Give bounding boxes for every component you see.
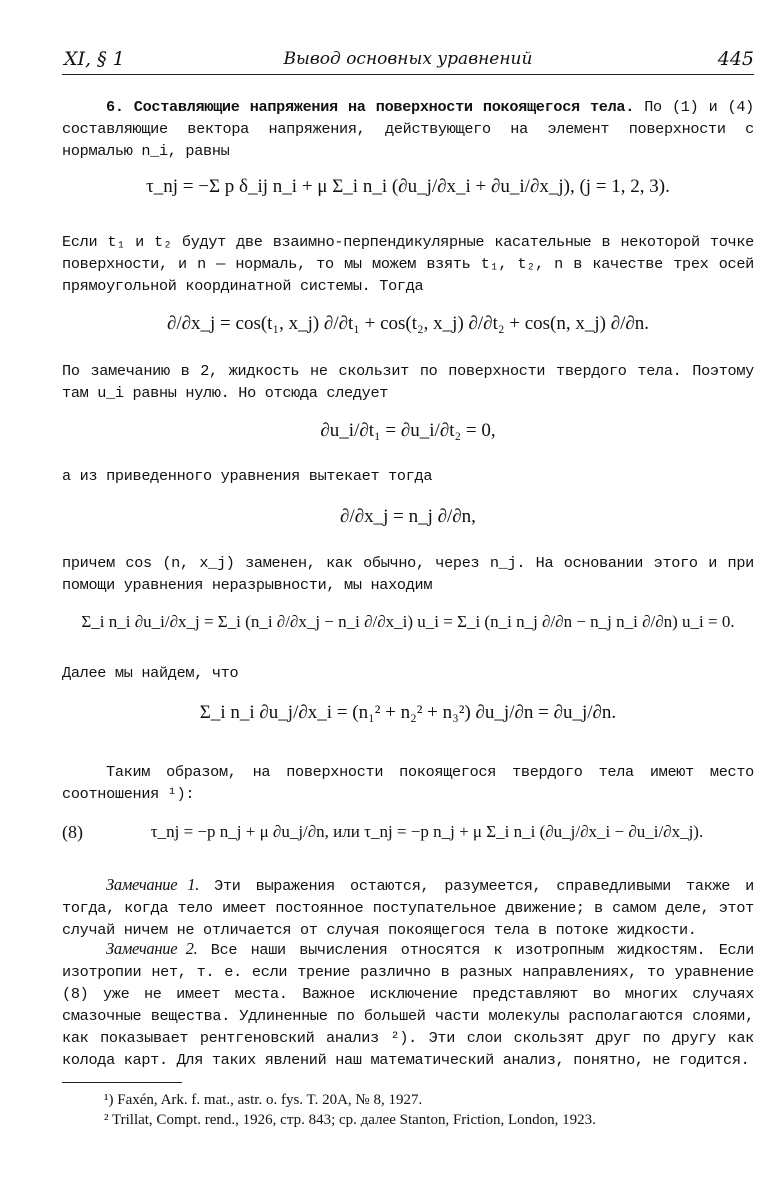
equation-2: ∂/∂x_j = cos(t₁, x_j) ∂/∂t₁ + cos(t₂, x_j) ∂/∂t₂ + cos(n, x_j) ∂/∂n. — [166, 313, 650, 334]
paragraph-5-text: причем cos (n, x_j) заменен, как обычно, через n_j. На основании этого и при помощи уравнения неразрывности, мы находим — [62, 554, 754, 594]
equation-3: ∂u_i/∂t₁ = ∂u_i/∂t₂ = 0, — [320, 420, 496, 441]
paragraph-6-text: Далее мы найдем, что — [62, 664, 239, 682]
page-number: 445 — [717, 48, 754, 70]
paragraph-3 — [62, 360, 754, 404]
paragraph-1-text: По (1) и (4) составляющие вектора напряжения, действующего на элемент поверхности с нормалью n_i, равны — [62, 98, 754, 160]
running-title: Вывод основных уравнений — [283, 49, 533, 69]
paragraph-2-text: Если t₁ и t₂ будут две взаимно-перпендикулярные касательные в некоторой точке поверхности, и n — нормаль, то мы можем взять t₁, t₂, n в качестве трех осей прямоугольной координатной системы. Тогда — [62, 233, 754, 295]
paragraph-4-text: а из приведенного уравнения вытекает тогда — [62, 467, 433, 485]
paragraph-1 — [62, 96, 754, 162]
remark-1-text: Эти выражения остаются, разумеется, справедливыми также и тогда, когда тело имеет постоянное поступательное движение; в самом деле, этот случай ничем не отличается от случая покоящегося тела в потоке жидкости. — [62, 877, 754, 939]
equation-8: τ_nj = −p n_j + μ ∂u_j/∂n, или τ_nj = −p n_j + μ Σ_i n_i (∂u_j/∂x_i − ∂u_i/∂x_j). — [150, 822, 704, 841]
paragraph-2 — [62, 231, 754, 297]
equation-number-8: (8) — [62, 822, 83, 842]
paragraph-5 — [62, 552, 754, 596]
paragraph-7-text: Таким образом, на поверхности покоящегося твердого тела имеют место соотношения ¹): — [62, 763, 754, 803]
running-header — [62, 46, 754, 75]
remark-2-label: Замечание 2. — [106, 939, 198, 958]
paragraph-6 — [62, 662, 754, 684]
section-ref: XI, § 1 — [64, 48, 125, 70]
remark-2-text: Все наши вычисления относятся к изотропным жидкостям. Если изотропии нет, т. е. если трение различно в разных направлениях, то уравнение (8) уже не имеет места. Важное исключение представляют во многих случаях смазочные вещества. Удлиненные по большей части молекулы располагаются слоями, как показывает рентгеновский анализ ²). Эти слои скользят друг по другу как колода карт. Для таких явлений наш математический анализ, понятно, не годится. — [62, 941, 754, 1069]
remark-1-label: Замечание 1. — [106, 875, 200, 894]
remark-2 — [62, 938, 754, 1071]
footnote-2: ² Trillat, Compt. rend., 1926, стр. 843; ср. далее Stanton, Friction, London, 1923. — [104, 1112, 596, 1128]
equation-4: ∂/∂x_j = n_j ∂/∂n, — [340, 506, 476, 527]
section-heading: 6. Составляющие напряжения на поверхности покоящегося тела. — [106, 98, 635, 116]
remark-1 — [62, 874, 754, 941]
paragraph-7 — [62, 761, 754, 805]
equation-6: Σ_i n_i ∂u_j/∂x_i = (n₁² + n₂² + n₃²) ∂u_j/∂n = ∂u_j/∂n. — [199, 702, 617, 723]
footnote-1: ¹) Faxén, Ark. f. mat., astr. o. fys. T. 20A, № 8, 1927. — [104, 1092, 423, 1108]
equation-1: τ_nj = −Σ p δ_ij n_i + μ Σ_i n_i (∂u_j/∂x_i + ∂u_i/∂x_j), (j = 1, 2, 3). — [146, 176, 670, 197]
equation-5: Σ_i n_i ∂u_i/∂x_j = Σ_i (n_i ∂/∂x_j − n_i ∂/∂x_i) u_i = Σ_i (n_i n_j ∂/∂n − n_j n_i ∂/∂n) u_i = 0. — [81, 612, 735, 631]
paragraph-3-text: По замечанию в 2, жидкость не скользит по поверхности твердого тела. Поэтому там u_i равны нулю. Но отсюда следует — [62, 362, 754, 402]
footnote-rule — [62, 1082, 182, 1083]
paragraph-4 — [62, 465, 754, 487]
